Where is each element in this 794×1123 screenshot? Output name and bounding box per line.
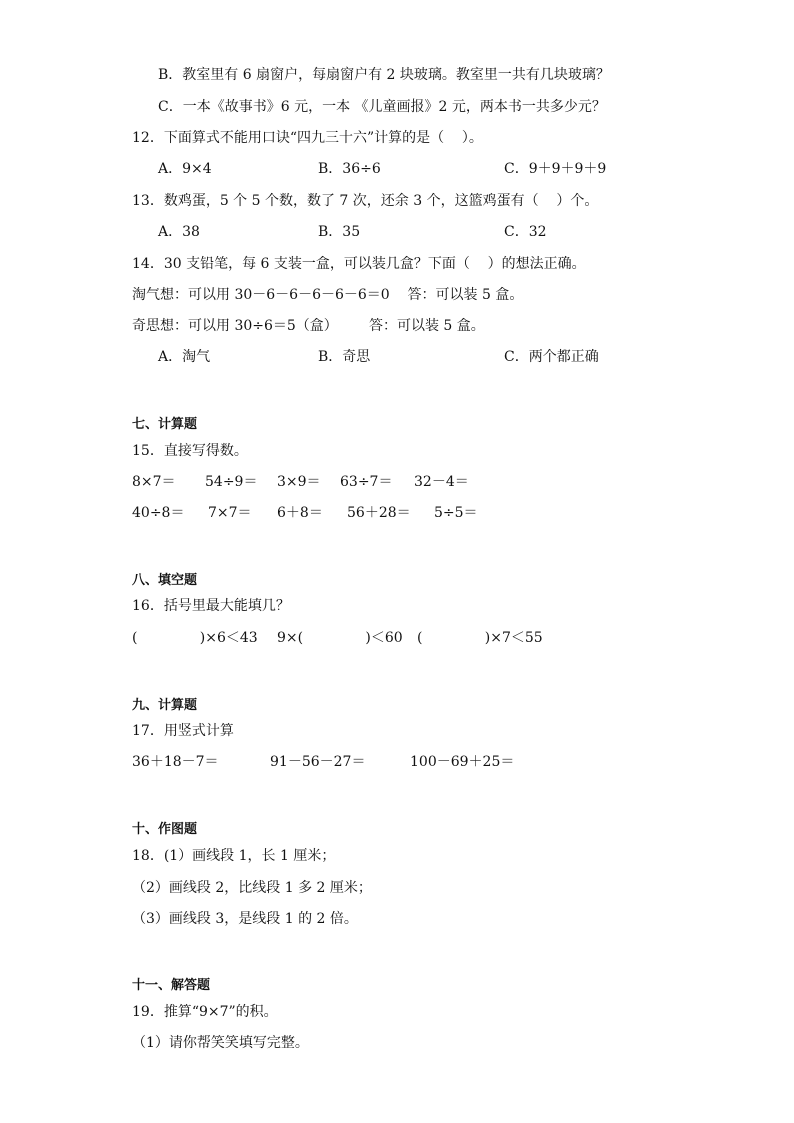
q18-line-1: 18．(1）画线段 1，长 1 厘米；	[132, 848, 336, 864]
q17-item: 36＋18－7＝	[132, 754, 219, 770]
q15-expr: 6＋8＝	[277, 505, 323, 521]
q15-expr: 54÷9＝	[205, 474, 258, 490]
q13-option-c: C．32	[504, 224, 547, 240]
q13-option-a: A．38	[158, 224, 200, 240]
q16-item: 9×( )＜60	[277, 630, 403, 646]
q12-option-a: A．9×4	[158, 161, 212, 177]
q14-option-a: A．淘气	[158, 349, 211, 365]
q16-item: ( )×6＜43	[132, 630, 258, 646]
q15-expr: 7×7＝	[208, 505, 252, 521]
q19-stem: 19．推算“9×7”的积。	[132, 1004, 278, 1020]
q15-stem: 15．直接写得数。	[132, 443, 248, 459]
q17-stem: 17．用竖式计算	[132, 723, 234, 739]
q15-expr: 3×9＝	[277, 474, 321, 490]
q16-item: ( )×7＜55	[417, 630, 543, 646]
q15-expr: 32－4＝	[414, 474, 469, 490]
q14-taoqi-idea: 淘气想：可以用 30－6－6－6－6－6＝0 答：可以装 5 盒。	[132, 287, 524, 303]
q11-option-b: B．教室里有 6 扇窗户，每扇窗户有 2 块玻璃。教室里一共有几块玻璃？	[158, 67, 610, 83]
q17-item: 91－56－27＝	[270, 754, 366, 770]
q14-qisi-idea: 奇思想：可以用 30÷6＝5（盒） 答：可以装 5 盒。	[132, 318, 485, 334]
q12-stem: 12．下面算式不能用口诀“四九三十六”计算的是（ ）。	[132, 130, 483, 146]
q15-expr: 56＋28＝	[347, 505, 411, 521]
section-9-title: 九、计算题	[132, 698, 198, 713]
q14-option-b: B．奇思	[318, 349, 371, 365]
q15-expr: 8×7＝	[132, 474, 176, 490]
q15-expr: 40÷8＝	[132, 505, 185, 521]
section-11-title: 十一、解答题	[132, 978, 211, 993]
section-10-title: 十、作图题	[132, 822, 198, 837]
q14-stem: 14．30 支铅笔，每 6 支装一盒，可以装几盒？下面（ ）的想法正确。	[132, 256, 586, 272]
q11-option-c: C．一本《故事书》6 元，一本 《儿童画报》2 元，两本书一共多少元？	[158, 99, 606, 115]
section-8-title: 八、填空题	[132, 573, 198, 588]
q19-sub-1: （1）请你帮笑笑填写完整。	[132, 1035, 309, 1051]
q14-option-c: C．两个都正确	[504, 349, 599, 365]
section-7-title: 七、计算题	[132, 417, 198, 432]
q18-line-2: （2）画线段 2，比线段 1 多 2 厘米；	[132, 880, 372, 896]
q15-expr: 63÷7＝	[340, 474, 393, 490]
q18-line-3: （3）画线段 3，是线段 1 的 2 倍。	[132, 911, 358, 927]
q12-option-b: B．36÷6	[318, 161, 381, 177]
q13-stem: 13．数鸡蛋，5 个 5 个数，数了 7 次，还余 3 个，这篮鸡蛋有（ ）个。	[132, 193, 599, 209]
q15-expr: 5÷5＝	[434, 505, 478, 521]
q16-stem: 16．括号里最大能填几？	[132, 598, 290, 614]
q13-option-b: B．35	[318, 224, 361, 240]
q17-item: 100－69＋25＝	[410, 754, 515, 770]
q12-option-c: C．9＋9＋9＋9	[504, 161, 607, 177]
